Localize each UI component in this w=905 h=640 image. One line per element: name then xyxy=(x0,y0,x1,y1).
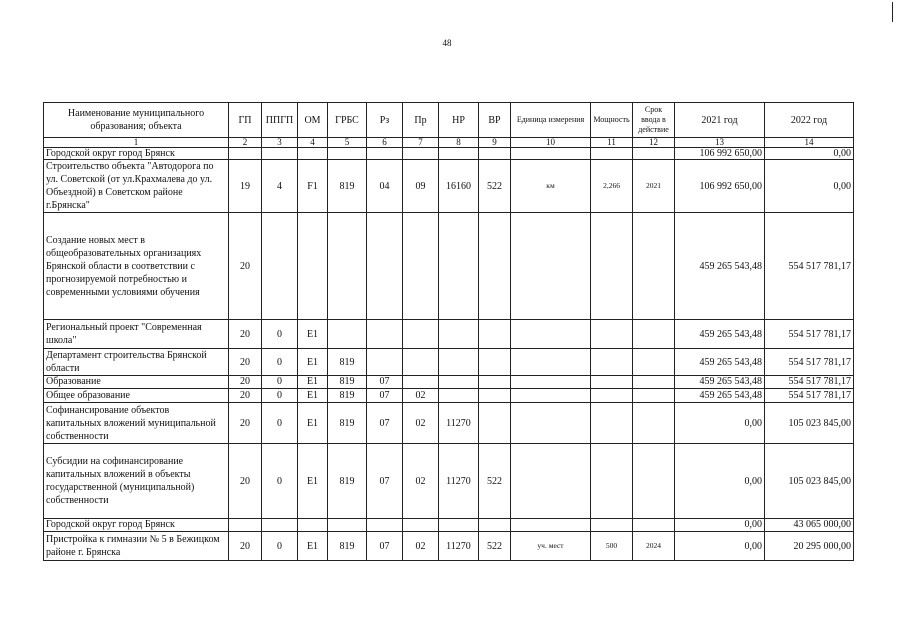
table-cell: 0 xyxy=(262,349,298,376)
table-cell xyxy=(439,389,479,403)
column-number: 7 xyxy=(403,138,439,148)
table-cell xyxy=(511,403,591,444)
table-cell: 0,00 xyxy=(765,160,854,213)
table-cell: 459 265 543,48 xyxy=(675,376,765,389)
table-cell: 16160 xyxy=(439,160,479,213)
table-cell: 2,266 xyxy=(591,160,633,213)
table-cell: 07 xyxy=(367,444,403,519)
table-cell: 20 295 000,00 xyxy=(765,532,854,561)
table-cell: 819 xyxy=(328,532,367,561)
table-cell xyxy=(511,148,591,160)
table-cell xyxy=(633,403,675,444)
table-cell: уч. мест xyxy=(511,532,591,561)
table-cell xyxy=(479,349,511,376)
table-cell: 554 517 781,17 xyxy=(765,349,854,376)
column-number: 4 xyxy=(298,138,328,148)
table-cell xyxy=(403,349,439,376)
table-row xyxy=(44,519,854,532)
table-row xyxy=(44,376,854,389)
table-cell: 459 265 543,48 xyxy=(675,320,765,349)
table-cell xyxy=(439,148,479,160)
table-cell xyxy=(439,349,479,376)
table-cell: 09 xyxy=(403,160,439,213)
header-cell-unit: Единица измерения xyxy=(511,103,591,138)
table-cell xyxy=(403,320,439,349)
table-cell: 20 xyxy=(229,213,262,320)
table-row xyxy=(44,160,854,213)
table-cell xyxy=(633,213,675,320)
table-cell xyxy=(633,148,675,160)
table-cell xyxy=(262,148,298,160)
table-cell: 0 xyxy=(262,444,298,519)
table-cell: 2021 xyxy=(633,160,675,213)
table-cell xyxy=(298,213,328,320)
table-cell xyxy=(591,389,633,403)
table-cell: Городской округ город Брянск xyxy=(44,148,229,160)
table-cell xyxy=(591,148,633,160)
table-cell xyxy=(591,403,633,444)
table-cell: 819 xyxy=(328,389,367,403)
table-cell: 819 xyxy=(328,403,367,444)
table-cell: 459 265 543,48 xyxy=(675,389,765,403)
table-cell: Пристройка к гимназии № 5 в Бежицком районе г. Брянска xyxy=(44,532,229,561)
table-cell xyxy=(229,148,262,160)
table-cell xyxy=(633,349,675,376)
table-cell xyxy=(479,213,511,320)
table-cell: 02 xyxy=(403,532,439,561)
table-cell xyxy=(479,403,511,444)
table-cell xyxy=(591,376,633,389)
table-cell: E1 xyxy=(298,389,328,403)
table-cell: 11270 xyxy=(439,444,479,519)
table-cell xyxy=(439,213,479,320)
scan-edge-mark xyxy=(892,2,893,22)
table-cell: 554 517 781,17 xyxy=(765,213,854,320)
table-cell xyxy=(367,148,403,160)
table-cell xyxy=(367,519,403,532)
table-cell: 02 xyxy=(403,403,439,444)
table-cell: Городской округ город Брянск xyxy=(44,519,229,532)
table-cell: 0,00 xyxy=(765,148,854,160)
column-number: 11 xyxy=(591,138,633,148)
table-cell xyxy=(591,349,633,376)
header-cell-gp: ГП xyxy=(229,103,262,138)
table-row xyxy=(44,444,854,519)
table-cell xyxy=(633,320,675,349)
table-cell: 0,00 xyxy=(675,444,765,519)
table-cell: 106 992 650,00 xyxy=(675,160,765,213)
table-cell: 0 xyxy=(262,376,298,389)
table-cell: 07 xyxy=(367,376,403,389)
table-cell: 819 xyxy=(328,160,367,213)
header-cell-year-2022: 2022 год xyxy=(765,103,854,138)
table-cell: F1 xyxy=(298,160,328,213)
table-cell: 819 xyxy=(328,444,367,519)
header-cell-year-2021: 2021 год xyxy=(675,103,765,138)
table-cell: 0,00 xyxy=(675,403,765,444)
header-cell-om: ОМ xyxy=(298,103,328,138)
table-cell: E1 xyxy=(298,376,328,389)
table-row xyxy=(44,532,854,561)
header-cell-commission-date: Срок ввода в действие xyxy=(633,103,675,138)
header-cell-capacity: Мощность xyxy=(591,103,633,138)
table-cell xyxy=(403,148,439,160)
table-cell: 20 xyxy=(229,403,262,444)
table-cell xyxy=(511,389,591,403)
table-row xyxy=(44,403,854,444)
table-cell: 11270 xyxy=(439,403,479,444)
table-cell: Образование xyxy=(44,376,229,389)
table-cell: 4 xyxy=(262,160,298,213)
table-cell xyxy=(262,213,298,320)
table-row xyxy=(44,148,854,160)
table-cell: Строительство объекта "Автодорога по ул. Советской (от ул.Крахмалева до ул. Объездной) в Советском районе г.Брянска" xyxy=(44,160,229,213)
table-cell: Департамент строительства Брянской области xyxy=(44,349,229,376)
table-cell: 20 xyxy=(229,389,262,403)
table-cell: 500 xyxy=(591,532,633,561)
table-cell xyxy=(367,320,403,349)
budget-table xyxy=(43,102,854,561)
table-cell: Софинансирование объектов капитальных вложений муниципальной собственности xyxy=(44,403,229,444)
table-cell: км xyxy=(511,160,591,213)
table-cell: 20 xyxy=(229,376,262,389)
table-cell xyxy=(479,519,511,532)
table-cell: 04 xyxy=(367,160,403,213)
table-cell: 105 023 845,00 xyxy=(765,403,854,444)
table-cell: 20 xyxy=(229,532,262,561)
table-cell xyxy=(511,376,591,389)
header-cell-vr: ВР xyxy=(479,103,511,138)
column-number: 6 xyxy=(367,138,403,148)
table-cell xyxy=(511,213,591,320)
table-cell: 19 xyxy=(229,160,262,213)
table-cell xyxy=(298,519,328,532)
table-cell: 554 517 781,17 xyxy=(765,320,854,349)
table-cell: 819 xyxy=(328,349,367,376)
table-cell: 106 992 650,00 xyxy=(675,148,765,160)
column-number: 5 xyxy=(328,138,367,148)
table-cell xyxy=(479,376,511,389)
table-cell xyxy=(633,444,675,519)
header-cell-pr: Пр xyxy=(403,103,439,138)
table-cell xyxy=(511,444,591,519)
table-cell xyxy=(328,148,367,160)
column-number: 2 xyxy=(229,138,262,148)
table-cell xyxy=(479,389,511,403)
table-cell: 0 xyxy=(262,389,298,403)
table-cell: E1 xyxy=(298,444,328,519)
table-cell: Создание новых мест в общеобразовательных организациях Брянской области в соответствии с прогнозируемой потребностью и современными условиями обучения xyxy=(44,213,229,320)
table-cell: 20 xyxy=(229,320,262,349)
column-number: 13 xyxy=(675,138,765,148)
table-cell xyxy=(633,519,675,532)
table-cell xyxy=(328,519,367,532)
table-cell xyxy=(328,213,367,320)
table-cell: Общее образование xyxy=(44,389,229,403)
table-cell xyxy=(298,148,328,160)
column-number: 9 xyxy=(479,138,511,148)
table-cell xyxy=(403,376,439,389)
table-cell xyxy=(479,320,511,349)
table-cell: 522 xyxy=(479,532,511,561)
table-cell: E1 xyxy=(298,532,328,561)
table-cell xyxy=(439,376,479,389)
table-cell xyxy=(403,519,439,532)
table-cell xyxy=(633,389,675,403)
table-cell: Субсидии на софинансирование капитальных вложений в объекты государственной (муниципальной) собственности xyxy=(44,444,229,519)
table-cell: 0 xyxy=(262,403,298,444)
header-cell-grbs: ГРБС xyxy=(328,103,367,138)
table-cell: Региональный проект "Современная школа" xyxy=(44,320,229,349)
table-cell xyxy=(367,349,403,376)
header-cell-rz: Рз xyxy=(367,103,403,138)
table-cell: 11270 xyxy=(439,532,479,561)
table-cell xyxy=(367,213,403,320)
header-cell-nr: НР xyxy=(439,103,479,138)
table-cell xyxy=(511,349,591,376)
table-cell xyxy=(262,519,298,532)
header-cell-ppgp: ППГП xyxy=(262,103,298,138)
table-cell: 02 xyxy=(403,389,439,403)
table-cell: 0 xyxy=(262,320,298,349)
table-cell: 554 517 781,17 xyxy=(765,376,854,389)
table-row xyxy=(44,389,854,403)
table-cell: 522 xyxy=(479,444,511,519)
table-cell: 2024 xyxy=(633,532,675,561)
table-cell: 07 xyxy=(367,403,403,444)
table-cell: E1 xyxy=(298,320,328,349)
table-cell: 20 xyxy=(229,349,262,376)
table-cell: 819 xyxy=(328,376,367,389)
page-number: 48 xyxy=(442,38,452,48)
table-row xyxy=(44,213,854,320)
table-cell: 105 023 845,00 xyxy=(765,444,854,519)
table-cell xyxy=(591,213,633,320)
table-cell xyxy=(591,519,633,532)
table-cell: 0,00 xyxy=(675,532,765,561)
table-row xyxy=(44,349,854,376)
table-cell: 20 xyxy=(229,444,262,519)
column-number: 10 xyxy=(511,138,591,148)
table-cell xyxy=(511,519,591,532)
column-number-row xyxy=(44,138,854,148)
column-number: 12 xyxy=(633,138,675,148)
table-cell: 459 265 543,48 xyxy=(675,213,765,320)
table-cell: 07 xyxy=(367,389,403,403)
table-cell xyxy=(633,376,675,389)
table-cell xyxy=(439,320,479,349)
table-cell: 0,00 xyxy=(675,519,765,532)
table-cell xyxy=(439,519,479,532)
table-cell: 43 065 000,00 xyxy=(765,519,854,532)
table-cell: 554 517 781,17 xyxy=(765,389,854,403)
table-cell: 0 xyxy=(262,532,298,561)
table-cell: E1 xyxy=(298,403,328,444)
header-cell-name: Наименование муниципального образования; объекта xyxy=(44,103,229,138)
column-number: 3 xyxy=(262,138,298,148)
table-cell xyxy=(511,320,591,349)
column-number: 1 xyxy=(44,138,229,148)
table-cell xyxy=(479,148,511,160)
column-number: 8 xyxy=(439,138,479,148)
column-number: 14 xyxy=(765,138,854,148)
table-cell: 02 xyxy=(403,444,439,519)
table-cell: 459 265 543,48 xyxy=(675,349,765,376)
table-cell xyxy=(591,444,633,519)
table-cell xyxy=(328,320,367,349)
table-cell xyxy=(229,519,262,532)
table-cell xyxy=(591,320,633,349)
table-header-row xyxy=(44,103,854,138)
table-cell: 07 xyxy=(367,532,403,561)
table-row xyxy=(44,320,854,349)
table-cell xyxy=(403,213,439,320)
table-cell: E1 xyxy=(298,349,328,376)
table-cell: 522 xyxy=(479,160,511,213)
